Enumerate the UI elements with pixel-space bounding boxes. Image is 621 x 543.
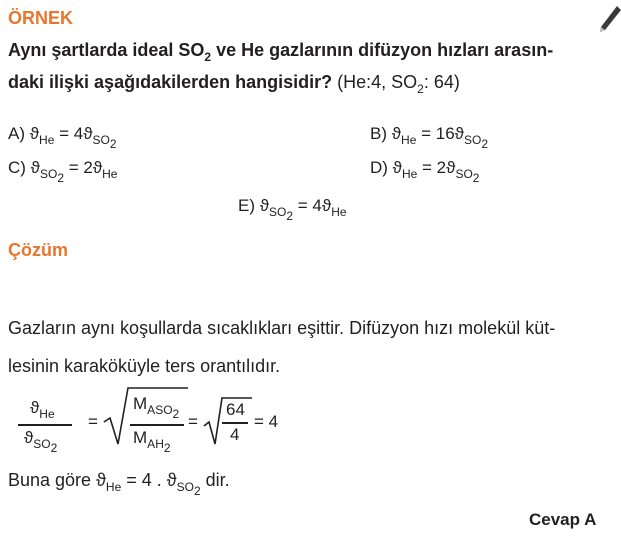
question-line-1: Aynı şartlarda ideal $SO_2$ ve He gazlarının difüzyon hızları arasın- [8,40,554,64]
eq-molar-numerator: $M_{ASO2}$ [133,394,180,421]
eq-equals-2: = [188,412,198,431]
eq-molar-bar [130,424,184,426]
option-c[interactable]: C) $ϑ_{SO2} = 2ϑ_{He}$ [8,158,118,185]
solution-line-1: Gazların aynı koşullarda sıcaklıkları eşittir. Difüzyon hızı molekül küt- [8,318,556,338]
eq-ratio-bar [222,422,248,424]
option-a[interactable]: A) $ϑ_{He} = 4ϑ_{SO2}$ [8,124,117,151]
question-line-2: daki ilişki aşağıdakilerden hangisidir? (He:4, $SO_2$: 64) [8,72,460,96]
option-e[interactable]: E) $ϑ_{SO2} = 4ϑ_{He}$ [238,196,347,223]
eq-numerator: $ϑ_{He}$ [30,398,55,421]
eq-fraction-bar [18,424,72,426]
solution-line-2: lesinin karaköküyle ters orantılıdır. [8,356,281,376]
eq-equals-1: = [88,412,98,431]
option-d[interactable]: D) $ϑ_{He} = 2ϑ_{SO2}$ [370,158,480,185]
eq-ratio-numerator: 64 [226,400,245,419]
eq-result: = 4 [254,412,279,431]
eq-molar-denominator: $M_{AH2}$ [133,428,171,455]
pencil-icon [597,4,621,34]
solution-heading: Çözüm [8,240,68,260]
eq-denominator: $ϑ_{SO2}$ [24,428,58,455]
eq-ratio-denominator: 4 [230,425,240,444]
example-heading: ÖRNEK [8,8,74,28]
answer-label: Cevap A [529,510,597,529]
option-b[interactable]: B) $ϑ_{He} = 16ϑ_{SO2}$ [370,124,488,151]
solution-conclusion: Buna göre $ϑ_{He} = 4$ . $ϑ_{SO2}$ dir. [8,470,230,498]
